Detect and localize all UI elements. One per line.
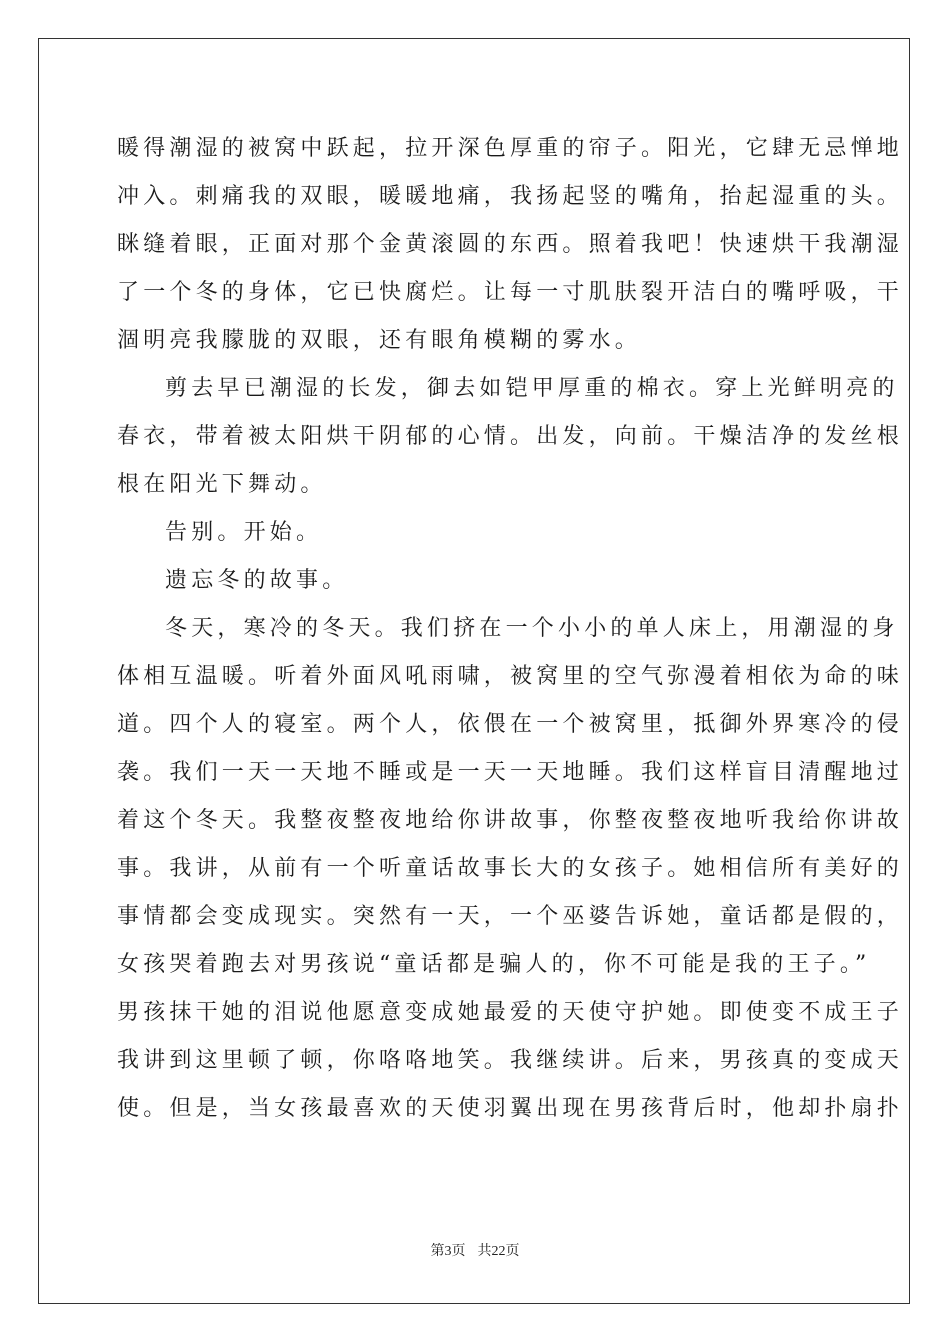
paragraph bbox=[117, 365, 904, 509]
text-line: 道。四个人的寝室。两个人，依偎在一个被窝里，抵御外界寒冷的侵 bbox=[117, 712, 904, 737]
text-line: 遗忘冬的故事。 bbox=[165, 568, 349, 593]
page-total: 共22页 bbox=[477, 1244, 520, 1259]
text-line: 春衣，带着被太阳烘干阴郁的心情。出发，向前。干燥洁净的发丝根 bbox=[117, 424, 904, 449]
document-body bbox=[117, 125, 904, 1133]
text-line: 剪去早已潮湿的长发，御去如铠甲厚重的棉衣。穿上光鲜明亮的 bbox=[165, 376, 899, 401]
text-line: 了一个冬的身体，它已快腐烂。让每一寸肌肤裂开洁白的嘴呼吸，干 bbox=[117, 280, 904, 305]
text-line: 告别。开始。 bbox=[165, 520, 323, 545]
text-line: 男孩抹干她的泪说他愿意变成她最爱的天使守护她。即使变不成王子 bbox=[117, 1000, 904, 1025]
text-line: 眯缝着眼，正面对那个金黄滚圆的东西。照着我吧！快速烘干我潮湿 bbox=[117, 232, 904, 257]
text-line: 涸明亮我朦胧的双眼，还有眼角模糊的雾水。 bbox=[117, 328, 642, 353]
text-line: 事。我讲，从前有一个听童话故事长大的女孩子。她相信所有美好的 bbox=[117, 856, 904, 881]
text-line: 冬天，寒冷的冬天。我们挤在一个小小的单人床上，用潮湿的身 bbox=[165, 616, 899, 641]
paragraph bbox=[117, 509, 837, 557]
paragraph bbox=[117, 605, 904, 1133]
page-number: 第3页 bbox=[430, 1244, 466, 1259]
paragraph bbox=[117, 557, 837, 605]
text-line: 着这个冬天。我整夜整夜地给你讲故事，你整夜整夜地听我给你讲故 bbox=[117, 808, 904, 833]
text-line: 体相互温暖。听着外面风吼雨啸，被窝里的空气弥漫着相依为命的味 bbox=[117, 664, 904, 689]
text-line: 女孩哭着跑去对男孩说“童话都是骗人的，你不可能是我的王子。” bbox=[117, 952, 871, 977]
text-line: 冲入。刺痛我的双眼，暖暖地痛，我扬起竖的嘴角，抬起湿重的头。 bbox=[117, 184, 904, 209]
text-line: 我讲到这里顿了顿，你咯咯地笑。我继续讲。后来，男孩真的变成天 bbox=[117, 1048, 904, 1073]
text-line: 事情都会变成现实。突然有一天，一个巫婆告诉她，童话都是假的， bbox=[117, 904, 904, 929]
text-line: 袭。我们一天一天地不睡或是一天一天地睡。我们这样盲目清醒地过 bbox=[117, 760, 904, 785]
page-footer bbox=[0, 1240, 950, 1260]
text-line: 根在阳光下舞动。 bbox=[117, 472, 327, 497]
text-line: 使。但是，当女孩最喜欢的天使羽翼出现在男孩背后时，他却扑扇扑 bbox=[117, 1096, 904, 1121]
text-line: 暖得潮湿的被窝中跃起，拉开深色厚重的帘子。阳光，它肆无忌惮地 bbox=[117, 136, 904, 161]
paragraph bbox=[117, 125, 904, 365]
